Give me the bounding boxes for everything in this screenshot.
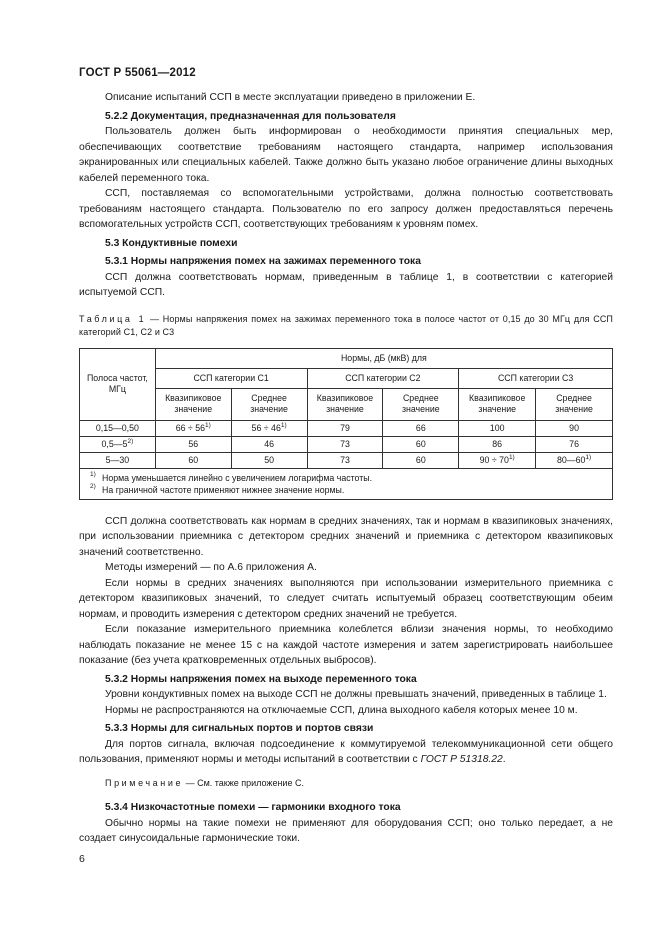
cell-c3-quasi-peak: 100 [459,420,536,436]
cell-c2-quasi-peak: 73 [307,452,383,468]
header-quasi-peak: Квазипиковое значение [459,388,536,420]
note: Примечание — См. также приложение С. [105,777,304,788]
paragraph: Методы измерений — по А.6 приложения А. [105,562,317,573]
header-category-c3: ССП категории С3 [459,368,613,388]
cell-c1-average: 50 [231,452,307,468]
cell-c3-average: 90 [536,420,613,436]
document-body [79,90,613,847]
note-label: Примечание [105,777,184,788]
header-average: Среднее значение [231,388,307,420]
footnote-mark: 1) [90,470,96,478]
cell-c1-quasi-peak: 60 [155,452,231,468]
table-footnote: 1) Норма уменьшается линейно с увеличением логарифма частоты. [90,470,373,483]
paragraph: Нормы не распространяются на отключаемые ССП, длина выходного кабеля которых менее 10 м. [105,704,578,716]
header-norms: Нормы, дБ (мкВ) для [155,348,612,368]
section-heading-5-2-2: 5.2.2 Документация, предназначенная для пользователя [105,110,396,122]
paragraph: ССП должна соответствовать нормам, приведенным в таблице 1, в соответствии с категорией испытуемой ССП. [79,271,613,298]
header-category-c2: ССП категории С2 [307,368,459,388]
table-row [80,452,613,468]
norms-table [79,348,613,500]
paragraph: Описание испытаний ССП в месте эксплуатации приведено в приложении Е. [105,92,476,103]
cell-c2-average: 60 [383,436,459,452]
header-quasi-peak: Квазипиковое значение [155,388,231,420]
footnote-mark: 2) [90,482,96,490]
cell-c1-quasi-peak: $66 \div 56^{1)}$ [155,420,231,436]
paragraph: Пользователь должен быть информирован о необходимости принятия специальных мер, обеспечивающих соответствие требованиям настоящего стандарта, например использования экранированных или специальных кабелей. Также должно быть указано любое ограничение длины выходных кабелей переменного тока. [79,126,613,184]
standard-reference: ГОСТ Р 51318.22 [420,754,503,765]
paragraph: Уровни кондуктивных помех на выходе ССП не должны превышать значений, приведенных в таблице 1. [105,689,607,700]
cell-c3-quasi-peak: $90 \div 70^{1)}$ [459,452,536,468]
cell-frequency: 0,5—5$^{2)}$ [80,436,156,452]
paragraph: ССП, поставляемая со вспомогательными устройствами, должна полностью соответствовать требованиям настоящего стандарта. Пользователю по его запросу должен предоставляться перечень вспомогательных устройств ССП, соответствующих требованиям к уровням помех. [79,188,613,230]
cell-c2-average: 66 [383,420,459,436]
section-heading-5-3-4: 5.3.4 Низкочастотные помехи — гармоники входного тока [105,802,401,813]
paragraph: Если показание измерительного приемника колеблется вблизи значения нормы, то необходимо наблюдать показание не менее 15 с на каждой частоте измерения и затем зарегистрировать наибольшее показание (без учета кратковременных отдельных выбросов). [79,624,613,666]
table-footnote: 2) На граничной частоте применяют нижнее значение нормы. [90,482,345,495]
cell-c3-quasi-peak: 86 [459,436,536,452]
section-heading-5-3-1: 5.3.1 Нормы напряжения помех на зажимах переменного тока [105,256,421,267]
header-average: Среднее значение [383,388,459,420]
table-caption-label: Таблица 1 [79,313,147,324]
page-number: 6 [79,853,85,865]
section-heading-5-3: 5.3 Кондуктивные помехи [105,237,238,249]
table-row [80,436,613,452]
cell-c3-average: 80—60$^{1)}$ [536,452,613,468]
header-average: Среднее значение [536,388,613,420]
section-heading-5-3-2: 5.3.2 Нормы напряжения помех на выходе переменного тока [105,673,417,685]
paragraph: ССП должна соответствовать как нормам в средних значениях, так и нормам в квазипиковых значениях, при использовании приемника с детектором средних значений и приемника с детектором квазипиковых значений соответственно. [79,515,613,558]
header-frequency-band: Полоса частот, МГц [80,348,156,420]
paragraph: Обычно нормы на такие помехи не применяют для оборудования ССП; оно только передает, а не создает синусоидальные гармонические токи. [79,817,613,844]
header-quasi-peak: Квазипиковое значение [307,388,383,420]
document-header: ГОСТ Р 55061—2012 [79,67,196,79]
cell-c3-average: 76 [536,436,613,452]
header-category-c1: ССП категории С1 [155,368,307,388]
paragraph: Если нормы в средних значениях выполняются при использовании измерительного приемника с детектором квазипиковых значений, то следует считать испытуемый образец соответствующим обеим нормам, и проводить измерения с детектором средних значений не требуется. [79,577,613,620]
cell-c2-quasi-peak: 73 [307,436,383,452]
cell-c2-average: 60 [383,452,459,468]
paragraph: Для портов сигнала, включая подсоединение к коммутируемой телекоммуникационной сети общего пользования, применяют нормы и методы испытаний в соответствии с ГОСТ Р 51318.22. [79,738,613,765]
table-footnotes [80,468,613,499]
table-row [80,420,613,436]
cell-frequency: 0,15—0,50 [80,420,156,436]
cell-c1-average: 46 [231,436,307,452]
table-caption [79,313,613,339]
cell-c1-average: $56 \div 46^{1)}$ [231,420,307,436]
cell-c2-quasi-peak: 79 [307,420,383,436]
table-caption-text: — Нормы напряжения помех на зажимах переменного тока в полосе частот от 0,15 до 30 МГц для ССП категорий С1, С2 и С3 [79,313,613,337]
cell-c1-quasi-peak: 56 [155,436,231,452]
section-heading-5-3-3: 5.3.3 Нормы для сигнальных портов и портов связи [105,723,374,734]
cell-frequency: 5—30 [80,452,156,468]
